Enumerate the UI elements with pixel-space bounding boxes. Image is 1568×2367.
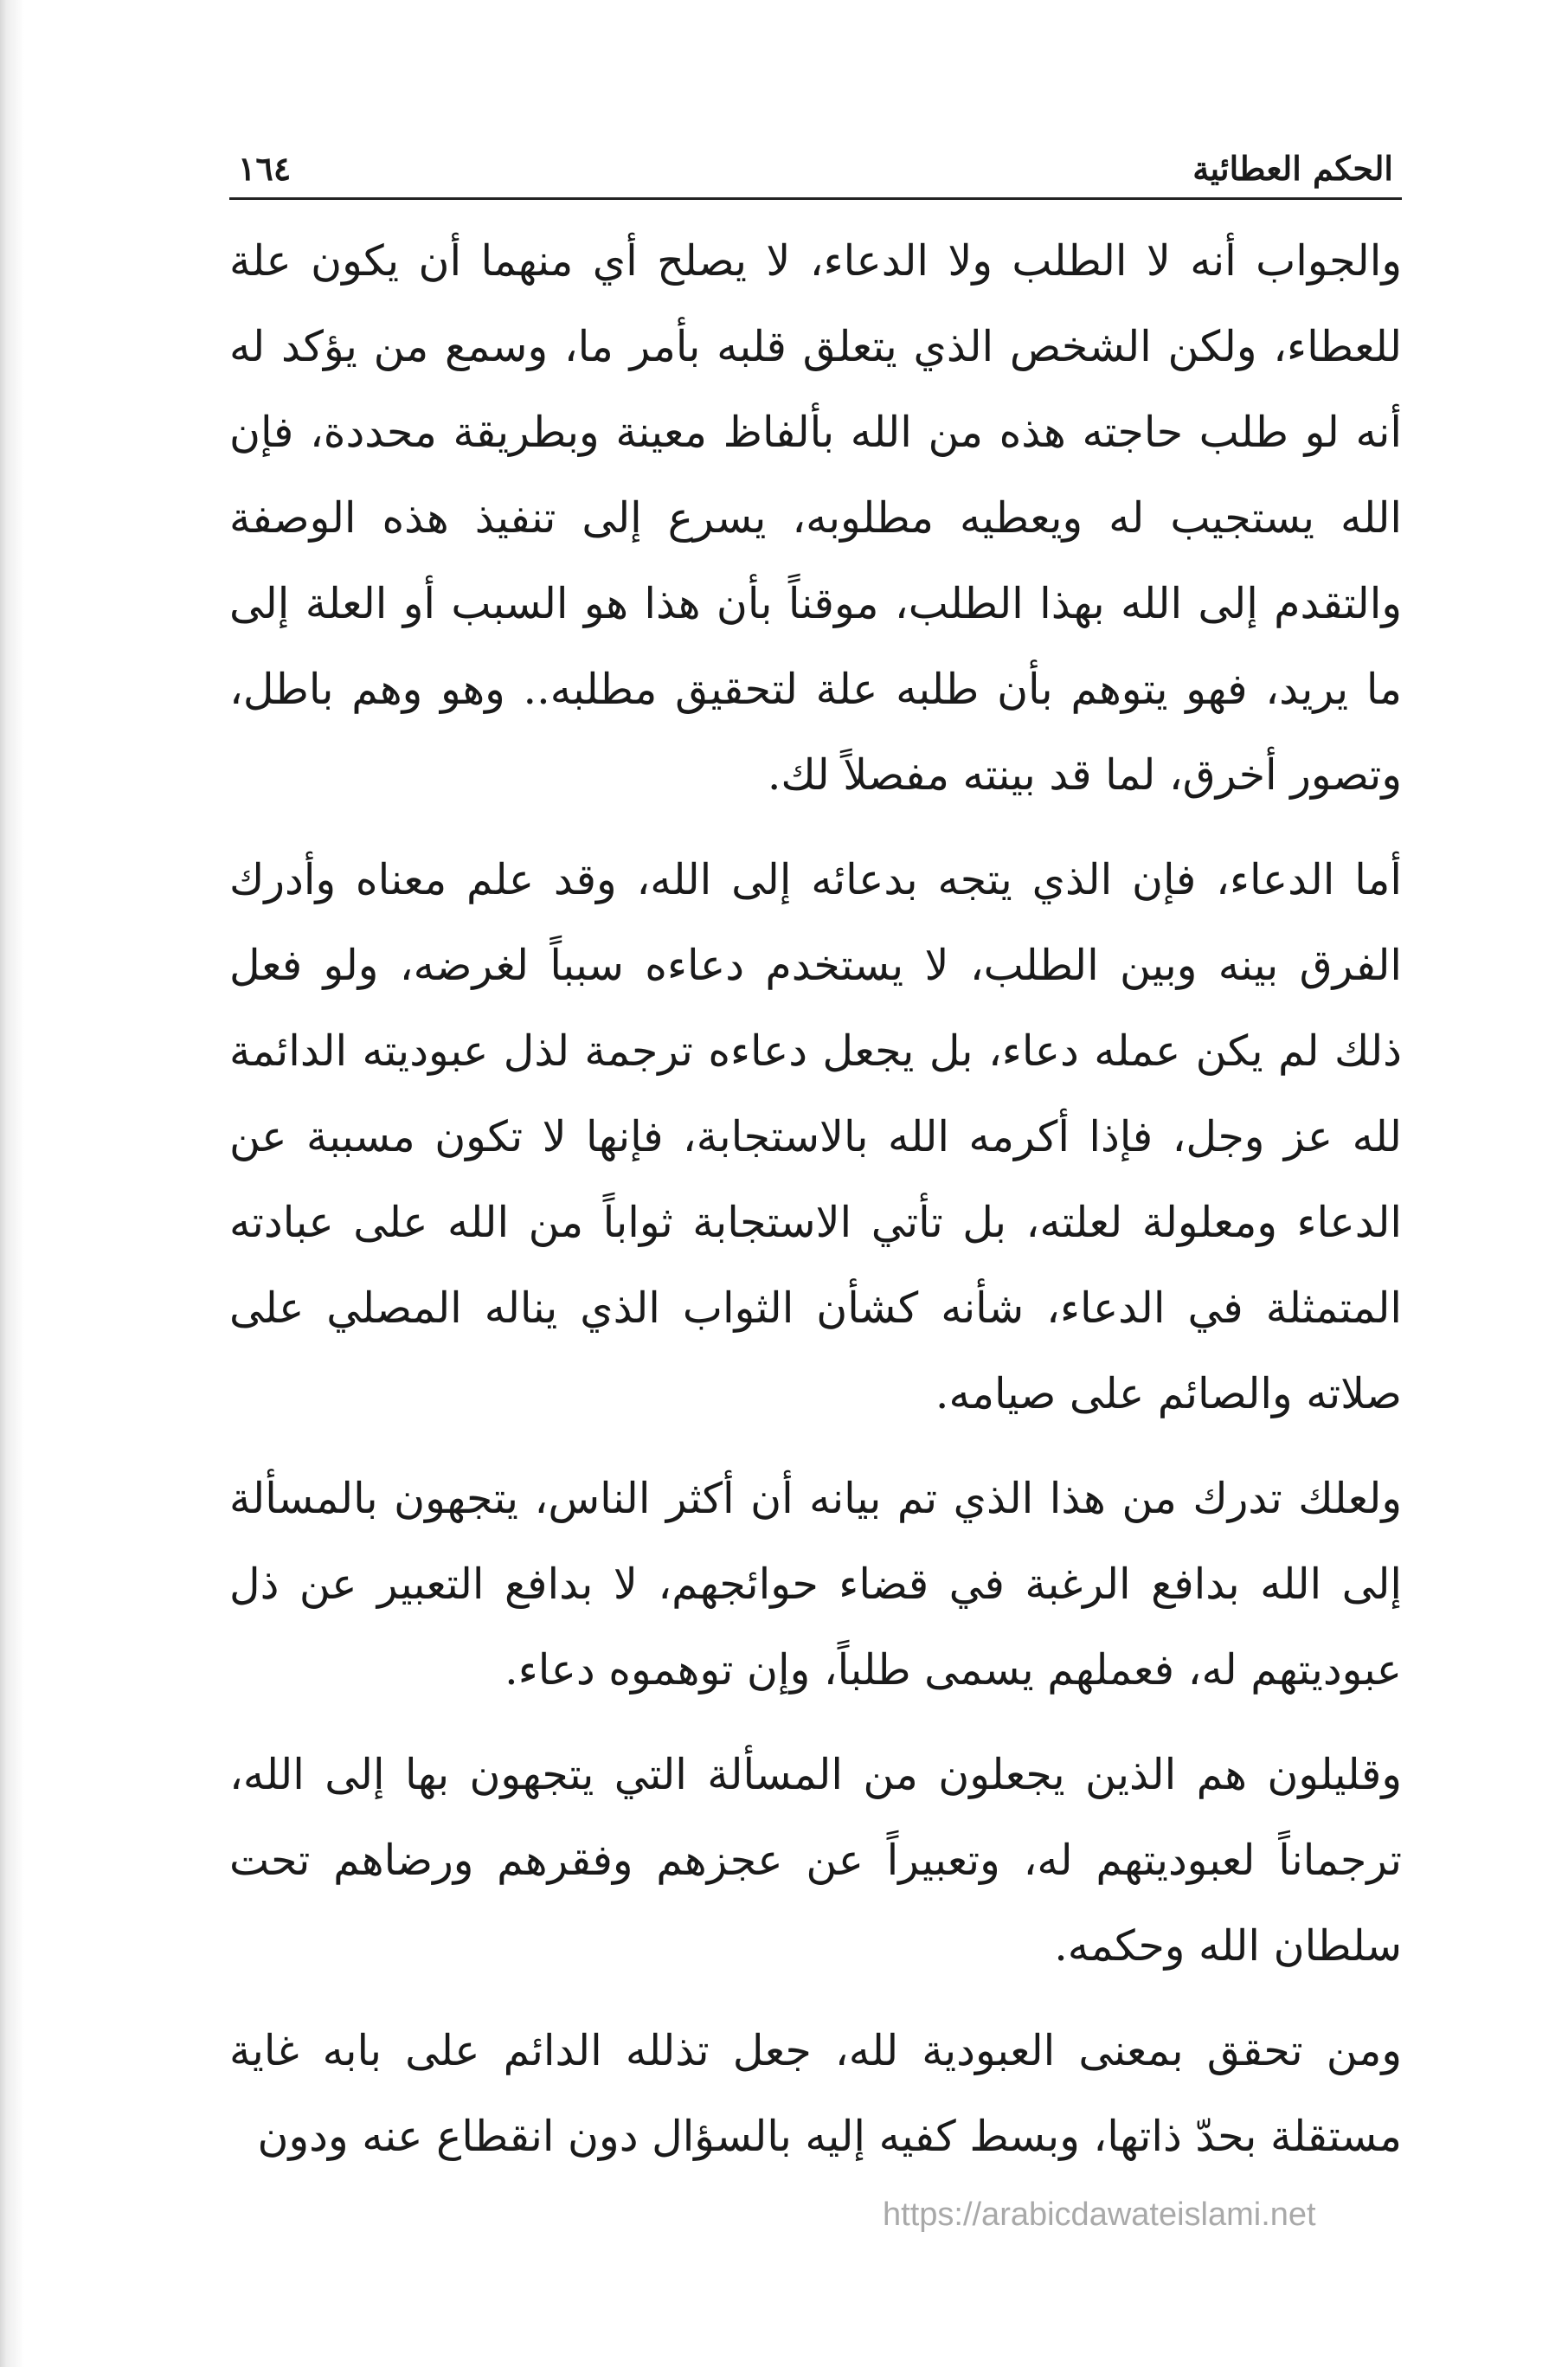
- book-page: [229, 130, 1402, 2198]
- page-number: ١٦٤: [238, 149, 292, 188]
- header-rule: [229, 197, 1402, 200]
- watermark-url: https://arabicdawateislami.net: [883, 2197, 1316, 2233]
- paragraph: وقليلون هم الذين يجعلون من المسألة التي يتجهون بها إلى الله، ترجماناً لعبوديتهم له، وتعبيراً عن عجزهم وفقرهم ورضاهم تحت سلطان الله وحكمه.: [229, 1750, 1402, 1971]
- scan-edge: [0, 0, 24, 2367]
- page-body: [229, 218, 1402, 2179]
- paragraph: ومن تحقق بمعنى العبودية لله، جعل تذلله الدائم على بابه غاية مستقلة بحدّ ذاتها، وبسط كفيه إليه بالسؤال دون انقطاع عنه ودون: [229, 2026, 1402, 2161]
- paragraph: والجواب أنه لا الطلب ولا الدعاء، لا يصلح أي منهما أن يكون علة للعطاء، ولكن الشخص الذي يتعلق قلبه بأمر ما، وسمع من يؤكد له أنه لو طلب حاجته هذه من الله بألفاظ معينة وبطريقة محددة، فإن الله يستجيب له ويعطيه مطلوبه، يسرع إلى تنفيذ هذه الوصفة والتقدم إلى الله بهذا الطلب، موقناً بأن هذا هو السبب أو العلة إلى ما يريد، فهو يتوهم بأن طلبه علة لتحقيق مطلبه.. وهو وهم باطل، وتصور أخرق، لما قد بينته مفصلاً لك.: [229, 236, 1402, 800]
- paragraph: ولعلك تدرك من هذا الذي تم بيانه أن أكثر الناس، يتجهون بالمسألة إلى الله بدافع الرغبة في قضاء حوائجهم، لا بدافع التعبير عن ذل عبوديتهم له، فعملهم يسمى طلباً، وإن توهموه دعاء.: [229, 1474, 1402, 1695]
- page-header: [229, 130, 1402, 199]
- running-title: الحكم العطائية: [1192, 149, 1393, 188]
- paragraph: أما الدعاء، فإن الذي يتجه بدعائه إلى الله، وقد علم معناه وأدرك الفرق بينه وبين الطلب، لا يستخدم دعاءه سبباً لغرضه، ولو فعل ذلك لم يكن عمله دعاء، بل يجعل دعاءه ترجمة لذل عبوديته الدائمة لله عز وجل، فإذا أكرمه الله بالاستجابة، فإنها لا تكون مسببة عن الدعاء ومعلولة لعلته، بل تأتي الاستجابة ثواباً من الله على عبادته المتمثلة في الدعاء، شأنه كشأن الثواب الذي يناله المصلي على صلاته والصائم على صيامه.: [229, 855, 1402, 1418]
